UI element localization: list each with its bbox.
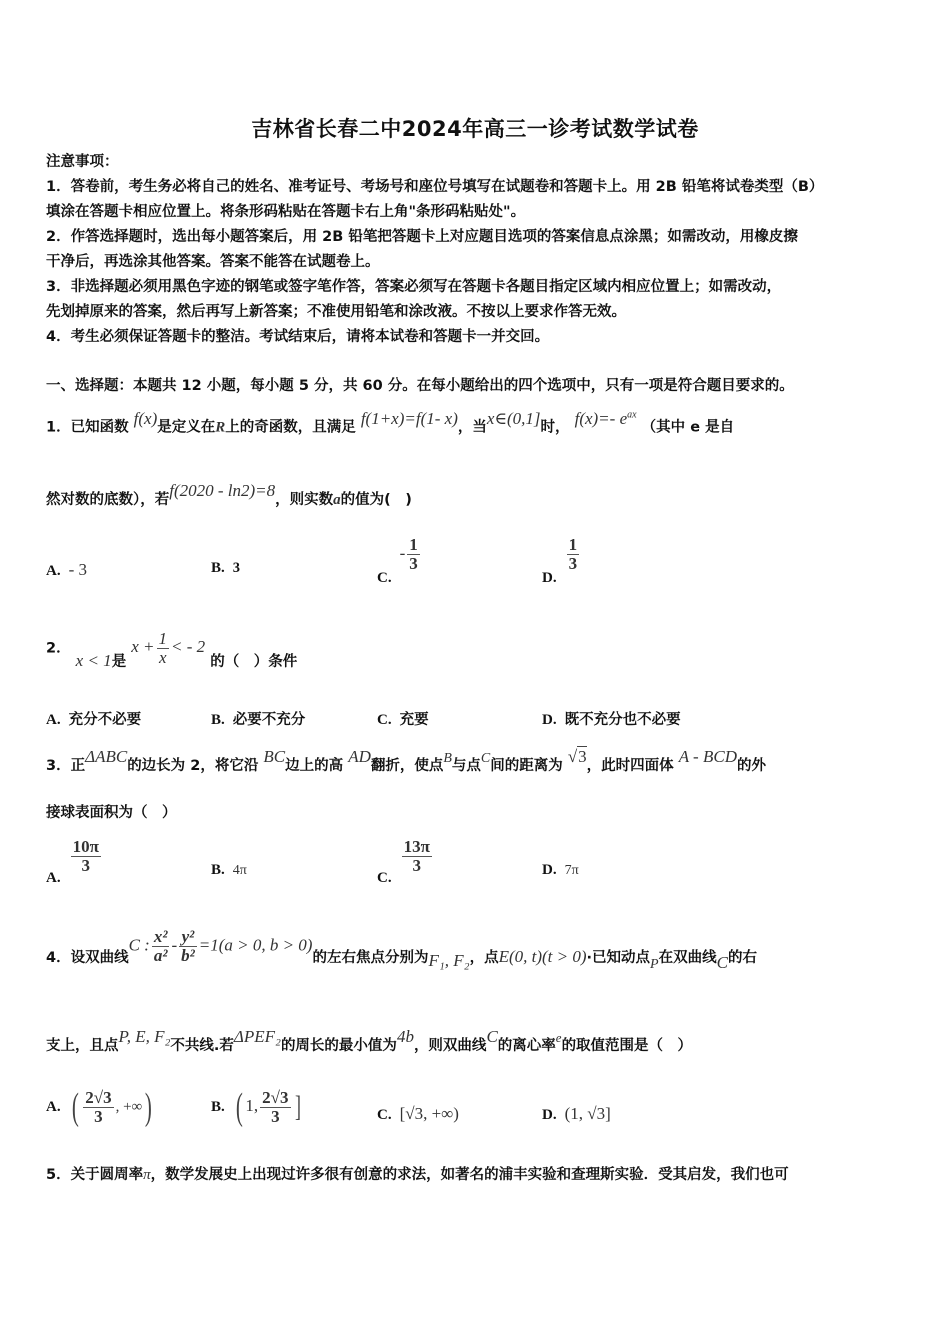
text: 在双曲线 <box>658 950 717 967</box>
option-a[interactable] <box>46 1085 155 1129</box>
denominator: 3 <box>409 553 418 573</box>
math-expression: x < 1 <box>75 651 112 671</box>
question-number: 4． <box>46 950 71 967</box>
math-expression: f(2020 - ln2)=8 <box>169 481 276 500</box>
option-label: B. <box>211 1099 225 1115</box>
fraction <box>71 838 101 875</box>
question-4-line-2 <box>46 1027 693 1059</box>
notice-heading: 注意事项： <box>46 154 119 170</box>
text: 的离心率 <box>497 1038 556 1054</box>
math-symbol: a <box>333 492 341 508</box>
text: ，则双曲线 <box>413 1038 487 1054</box>
radicand: 3 <box>578 747 587 766</box>
option-label: A. <box>46 563 61 579</box>
question-3-line-2: 接球表面积为（ ） <box>46 805 177 821</box>
option-a[interactable] <box>46 837 103 887</box>
text: 然对数的底数），若 <box>46 492 170 508</box>
math-expression: E(0, t)(t > 0) <box>498 947 587 967</box>
text: 是 <box>111 654 127 671</box>
math-symbol: π <box>143 1167 151 1183</box>
option-c[interactable] <box>377 708 429 729</box>
math-expression: B <box>443 751 452 766</box>
text: ，点 <box>469 950 499 967</box>
question-3-line-1 <box>46 747 766 779</box>
option-b[interactable] <box>211 1085 303 1129</box>
math-expression: ΔABC <box>85 747 128 766</box>
option-label: B. <box>211 712 225 728</box>
math-expression: f(x) <box>133 408 158 428</box>
numerator: 10π <box>72 837 99 856</box>
option-label: A. <box>46 870 61 887</box>
math-expression: C <box>486 1027 498 1046</box>
option-value: 充分不必要 <box>68 712 142 728</box>
minus-sign: - <box>399 543 406 563</box>
question-5-line-1 <box>46 1163 789 1188</box>
text: 的外 <box>736 758 766 774</box>
math-expression: x∈(0,1] <box>486 408 541 428</box>
option-label: D. <box>542 570 557 587</box>
option-b[interactable] <box>211 560 240 577</box>
math-expression: AD <box>348 747 371 766</box>
fraction <box>157 630 170 667</box>
document-title: 吉林省长春二中2024年高三一诊考试数学试卷 <box>251 117 699 141</box>
fraction <box>83 1089 113 1126</box>
text: （其中 e 是自 <box>641 419 735 436</box>
text: 的取值范围是（ ） <box>561 1038 693 1054</box>
option-label: C. <box>377 1107 392 1123</box>
math-expression: C <box>716 953 728 973</box>
question-number: 1． <box>46 419 71 436</box>
text: 设双曲线 <box>70 950 129 967</box>
text: 不共线.若 <box>170 1038 234 1054</box>
text: 的左右焦点分别为 <box>312 950 429 967</box>
numerator: 1 <box>568 535 578 554</box>
question-4-line-1 <box>46 927 757 973</box>
option-label: C. <box>377 570 392 587</box>
math-expression <box>131 629 206 667</box>
math-expression: P, E, F₂ <box>118 1027 171 1046</box>
math-expression: ΔPEF₂ <box>233 1027 281 1046</box>
math-expression: e <box>555 1030 562 1045</box>
option-label: B. <box>211 560 225 576</box>
option-b[interactable] <box>211 862 247 879</box>
sqrt-expression: √3 <box>567 747 587 766</box>
question-1-line-1 <box>46 410 734 441</box>
option-value: 必要不充分 <box>232 712 306 728</box>
denominator: x <box>159 647 167 667</box>
denominator: a² <box>153 945 168 965</box>
option-d[interactable] <box>542 862 579 879</box>
fraction <box>179 928 197 965</box>
math-symbol: R <box>215 419 226 436</box>
option-value: [√3, +∞) <box>399 1104 459 1123</box>
option-a[interactable] <box>46 560 87 580</box>
question-2 <box>46 629 298 671</box>
notice-line: 1．答卷前，考生务必将自己的姓名、准考证号、考场号和座位号填写在试题卷和答题卡上。用 2B 铅笔将试卷类型（B） <box>46 179 824 195</box>
open-paren: ( <box>235 1086 243 1128</box>
option-a[interactable] <box>46 708 141 729</box>
text: 的值为( ) <box>340 492 412 508</box>
text: 支上，且点 <box>46 1038 119 1054</box>
text: 翻折，使点 <box>370 758 444 774</box>
fraction <box>567 536 580 573</box>
close-paren: ) <box>145 1086 153 1128</box>
text: 的周长的最小值为 <box>280 1038 397 1054</box>
option-c[interactable] <box>377 837 434 887</box>
numerator: y² <box>181 927 195 946</box>
numerator: 1 <box>158 629 168 648</box>
math-expression: f(1+x)=f(1- x) <box>360 408 458 428</box>
math-exponent: ax <box>627 409 637 420</box>
option-c[interactable] <box>377 1104 459 1124</box>
denominator: 3 <box>271 1106 280 1126</box>
math-expression: A - BCD <box>678 747 737 766</box>
option-label: C. <box>377 712 392 728</box>
notice-line: 3．非选择题必须用黑色字迹的钢笔或签字笔作答，答案必须写在答题卡各题目指定区域内相应位置上；如需改动， <box>46 279 782 295</box>
option-label: D. <box>542 862 557 878</box>
option-value: (1, √3] <box>564 1104 611 1123</box>
fraction <box>402 838 432 875</box>
math-expression: 4b <box>396 1027 414 1046</box>
question-1-line-2 <box>46 481 412 513</box>
open-paren: ( <box>71 1086 79 1128</box>
option-label: C. <box>377 870 392 887</box>
option-value: 1, <box>245 1096 259 1115</box>
option-label: D. <box>542 712 557 728</box>
numerator: 1 <box>409 535 418 554</box>
text: 的（ ）条件 <box>210 654 298 671</box>
text: ·已知动点 <box>586 950 651 967</box>
option-d[interactable] <box>542 708 681 729</box>
numerator: x² <box>153 927 168 946</box>
option-label: A. <box>46 712 61 728</box>
text: ，则实数 <box>275 492 334 508</box>
text: ，当 <box>457 419 487 436</box>
notice-line: 填涂在答题卡相应位置上。将条形码粘贴在答题卡右上角"条形码粘贴处"。 <box>46 204 526 220</box>
option-value: 4π <box>232 863 247 878</box>
math-expression: C <box>480 751 491 766</box>
text: 正 <box>70 758 86 774</box>
option-value: - 3 <box>68 560 88 579</box>
notice-line: 4．考生必须保证答题卡的整洁。考试结束后，请将本试卷和答题卡一并交回。 <box>46 329 550 345</box>
denominator: 3 <box>81 855 90 875</box>
math-expression: C : <box>128 935 150 955</box>
math-part: x + <box>131 637 155 657</box>
text: 是定义在 <box>157 419 216 436</box>
math-expression: P <box>650 957 659 973</box>
text: 关于圆周率 <box>70 1167 144 1183</box>
question-number: 5． <box>46 1167 71 1183</box>
close-bracket: ] <box>294 1090 301 1123</box>
section-heading: 一、选择题：本题共 12 小题，每小题 5 分，共 60 分。在每小题给出的四个选项中，只有一项是符合题目要求的。 <box>46 378 794 394</box>
fraction <box>260 1089 290 1126</box>
question-number: 2． <box>46 640 71 657</box>
option-value: 3 <box>232 560 241 576</box>
math-part: < - 2 <box>171 637 206 657</box>
option-label: A. <box>46 1099 61 1115</box>
text: ，数学发展史上出现过许多很有创意的求法，如著名的浦丰实验和查理斯实验．受其启发，我们也可 <box>150 1167 789 1183</box>
numerator: 13π <box>403 837 430 856</box>
question-number: 3． <box>46 758 71 774</box>
math-expression: BC <box>263 747 286 766</box>
denominator: 3 <box>94 1106 103 1126</box>
notice-line: 2．作答选择题时，选出每小题答案后，用 2B 铅笔把答题卡上对应题目选项的答案信息点涂黑；如需改动，用橡皮擦 <box>46 229 798 245</box>
minus-sign: - <box>171 935 178 955</box>
text: 的边长为 2，将它沿 <box>127 758 259 774</box>
notice-line: 先划掉原来的答案，然后再写上新答案；不准使用铅笔和涂改液。不按以上要求作答无效。 <box>46 304 626 320</box>
numerator: 2√3 <box>85 1087 112 1107</box>
option-value: 既不充分也不必要 <box>564 712 681 728</box>
option-b[interactable] <box>211 708 305 729</box>
math-expression: =1(a > 0, b > 0) <box>198 935 313 955</box>
option-value: , +∞ <box>115 1099 143 1115</box>
option-label: D. <box>542 1107 557 1123</box>
fraction <box>152 928 170 965</box>
text: ，此时四面体 <box>586 758 674 774</box>
option-c[interactable] <box>377 535 422 587</box>
denominator: b² <box>181 945 195 965</box>
text: 已知函数 <box>70 419 129 436</box>
math-base: f(x)=- e <box>574 408 628 428</box>
text: 的右 <box>727 950 757 967</box>
text: 上的奇函数，且满足 <box>225 419 356 436</box>
option-d[interactable] <box>542 535 581 587</box>
option-value: 7π <box>564 863 579 878</box>
option-label: B. <box>211 862 225 878</box>
math-expression: F₁, F₂ <box>428 951 470 971</box>
option-d[interactable] <box>542 1104 611 1124</box>
numerator: 2√3 <box>262 1087 289 1107</box>
denominator: 3 <box>412 855 421 875</box>
text: 边上的高 <box>285 758 344 774</box>
notice-line: 干净后，再选涂其他答案。答案不能答在试题卷上。 <box>46 254 380 270</box>
denominator: 3 <box>568 553 578 573</box>
text: 间的距离为 <box>490 758 563 774</box>
text: 时， <box>540 419 570 436</box>
text: 与点 <box>451 758 481 774</box>
math-expression <box>575 409 637 428</box>
option-value: 充要 <box>399 712 429 728</box>
fraction <box>407 536 420 573</box>
